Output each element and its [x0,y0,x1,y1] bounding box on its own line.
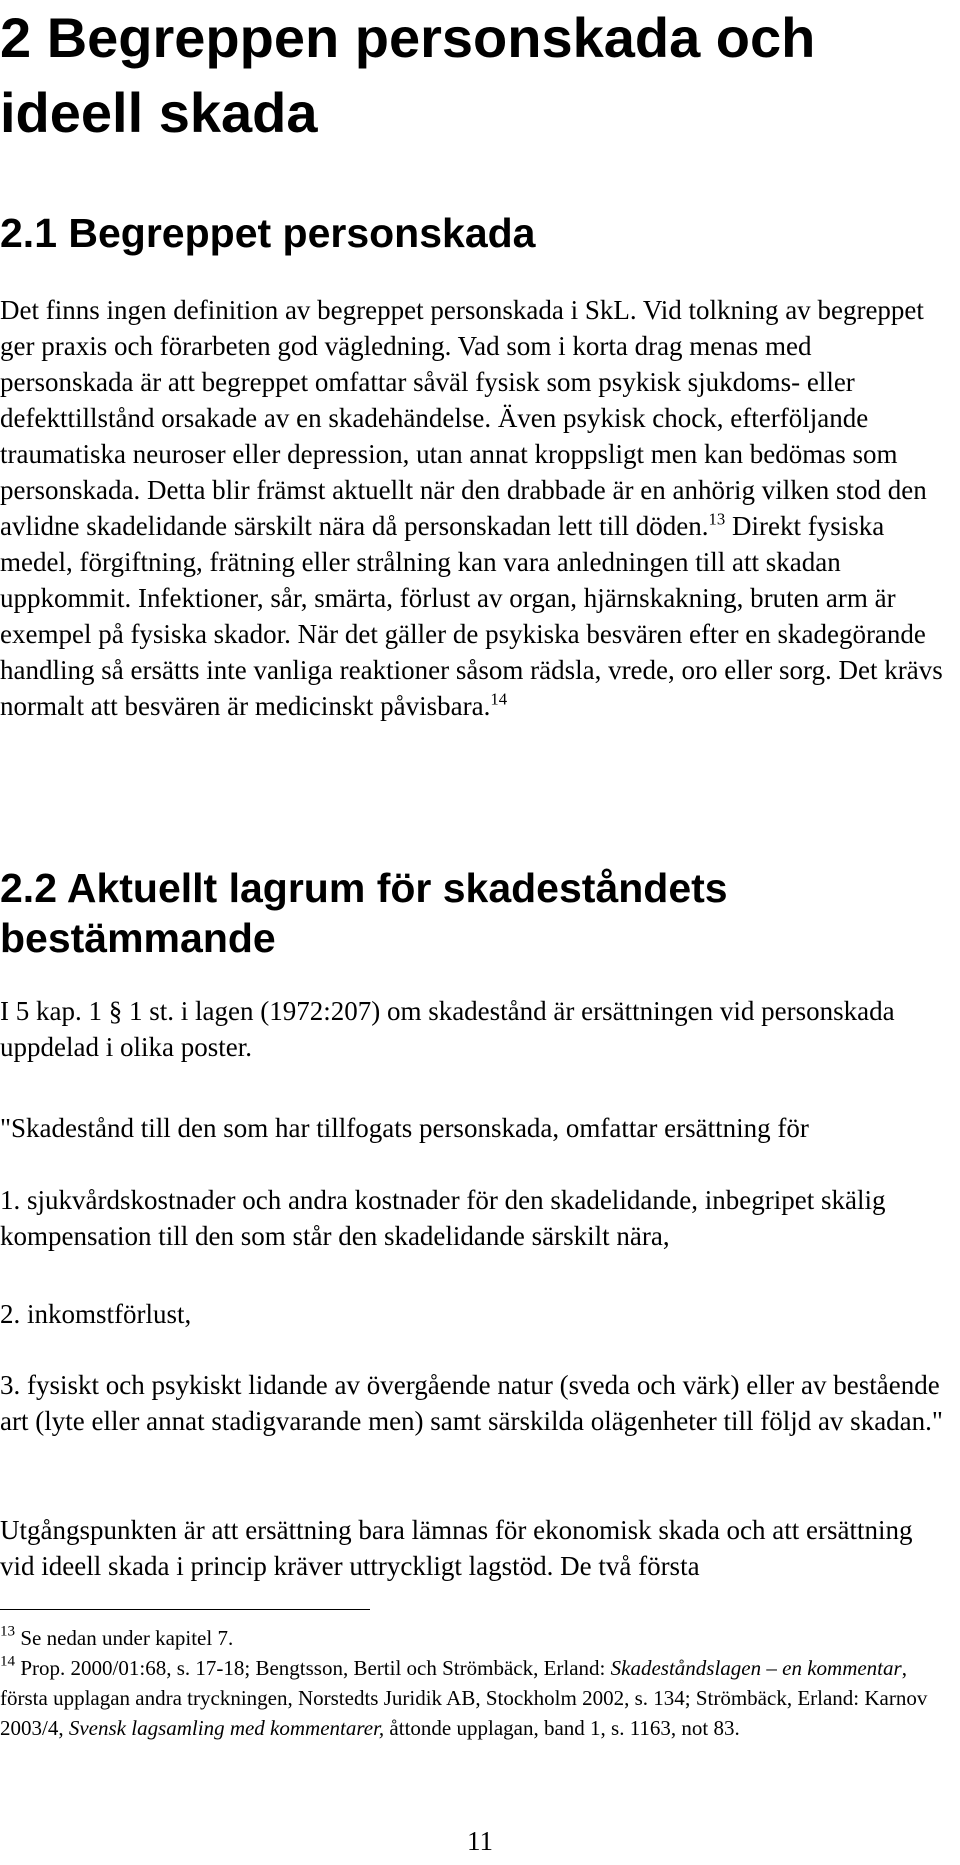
paragraph-lagrum: I 5 kap. 1 § 1 st. i lagen (1972:207) om skadestånd är ersättningen vid personskada uppdelad i olika poster. [0,996,895,1062]
chapter-title: 2 Begreppen personskada och ideell skada [0,6,816,144]
section-heading-2-2: 2.2 Aktuellt lagrum för skadeståndets bestämmande [0,865,728,961]
footnote-14 [0,1653,950,1743]
paragraph-personskada-definition [0,292,950,724]
footnote-text: åttonde upplagan, band 1, s. 1163, not 83. [384,1716,740,1740]
footnote-text: , första upplagan andra tryckningen, Norstedts Juridik AB, Stockholm 2002, s. 134; Strömbäck, Erland: Karnov 2003/4, [0,1656,928,1740]
list-item-1: 1. sjukvårdskostnader och andra kostnader för den skadelidande, inbegripet skälig kompensation till den som står den skadelidande särskilt nära, [0,1185,886,1251]
footnote-13 [0,1623,950,1653]
footnote-ref-13: 13 [708,509,726,529]
footnote-separator [0,1609,370,1610]
footnote-text: Se nedan under kapitel 7. [15,1626,234,1650]
paragraph-text: Direkt fysiska medel, förgiftning, frätning eller strålning kan vara anledningen till att skadan uppkommit. Infektioner, sår, smärta, förlust av organ, hjärnskakning, bruten arm är exempel på fysiska skador. När det gäller de psykiska besvären efter en skadegörande handling så ersätts inte vanliga reaktioner såsom rädsla, vrede, oro eller sorg. Det krävs normalt att besvären är medicinskt påvisbara. [0,511,943,721]
list-item-3: 3. fysiskt och psykiskt lidande av övergående natur (sveda och värk) eller av bestående art (lyte eller annat stadigvarande men) samt särskilda olägenheter till följd av skadan." [0,1370,943,1436]
footnote-text: Prop. 2000/01:68, s. 17-18; Bengtsson, Bertil och Strömbäck, Erland: [15,1656,611,1680]
footnote-book-title: Svensk lagsamling med kommentarer, [68,1716,385,1740]
list-item-2: 2. inkomstförlust, [0,1299,192,1329]
footnote-number: 14 [0,1653,16,1670]
paragraph-text: Det finns ingen definition av begreppet personskada i SkL. Vid tolkning av begreppet ger praxis och förarbeten god vägledning. Vad som i korta drag menas med personskada är att begreppet omfattar såväl fysisk som psykisk sjukdoms- eller defekttillstånd orsakade av en skadehändelse. Även psykisk chock, efterföljande traumatiska neuroser eller depression, utan annat kroppsligt men kan bedömas som personskada. Detta blir främst aktuellt när den drabbade är en anhörig vilken stod den avlidne skadelidande särskilt nära då personskadan lett till döden. [0,295,927,541]
footnote-ref-14: 14 [490,689,508,709]
page-number: 11 [467,1826,493,1856]
paragraph-utgangspunkten: Utgångspunkten är att ersättning bara lämnas för ekonomisk skada och att ersättning vid ideell skada i princip kräver uttryckligt lagstöd. De två första [0,1515,913,1581]
quote-intro: "Skadestånd till den som har tillfogats personskada, omfattar ersättning för [0,1113,809,1143]
footnote-number: 13 [0,1623,16,1640]
footnote-book-title: Skadeståndslagen – en kommentar [610,1656,902,1680]
section-heading-2-1: 2.1 Begreppet personskada [0,210,536,256]
